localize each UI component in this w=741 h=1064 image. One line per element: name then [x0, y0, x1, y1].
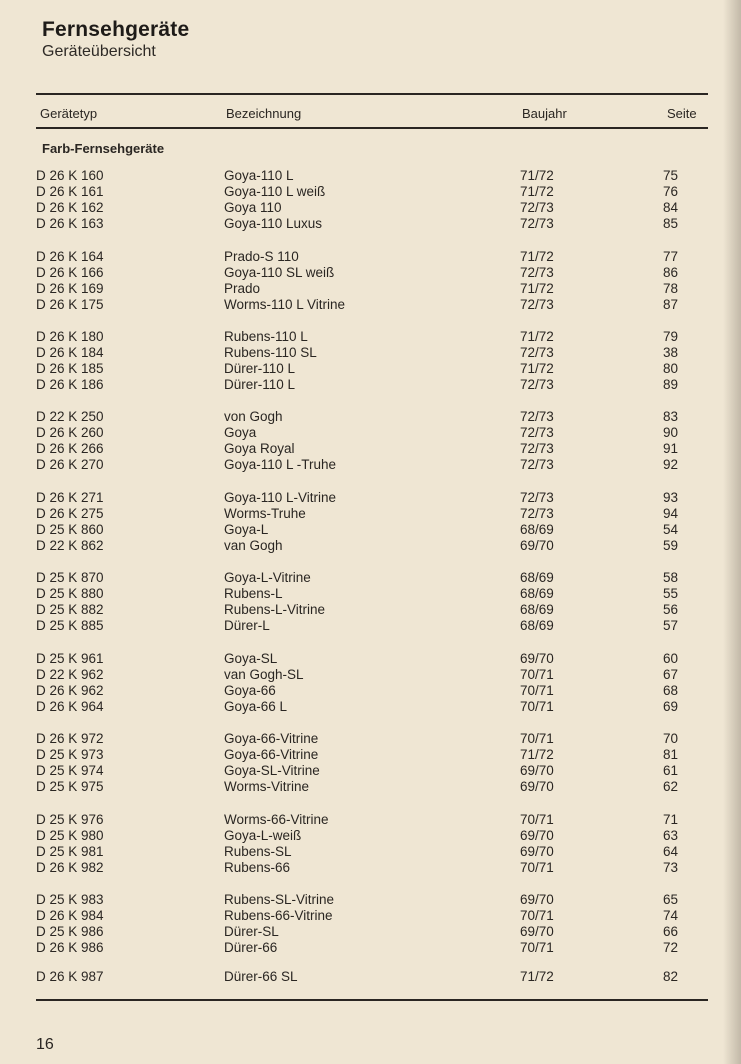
- cell-typ: D 26 K 166: [36, 265, 104, 280]
- cell-bj: 70/71: [520, 812, 554, 827]
- cell-se: 67: [662, 667, 678, 682]
- cell-se: 93: [662, 490, 678, 505]
- table-row: [0, 345, 741, 361]
- cell-typ: D 25 K 961: [36, 651, 104, 666]
- cell-bj: 70/71: [520, 683, 554, 698]
- cell-typ: D 22 K 862: [36, 538, 104, 553]
- table-row: [0, 168, 741, 184]
- cell-typ: D 26 K 982: [36, 860, 104, 875]
- cell-bez: Dürer-110 L: [224, 361, 296, 376]
- cell-bez: Goya-66-Vitrine: [224, 747, 319, 762]
- cell-se: 82: [662, 969, 678, 984]
- cell-se: 90: [662, 425, 678, 440]
- cell-bez: Dürer-SL: [224, 924, 279, 939]
- cell-typ: D 26 K 266: [36, 441, 104, 456]
- cell-se: 38: [662, 345, 678, 360]
- cell-se: 59: [662, 538, 678, 553]
- table-row: [0, 490, 741, 506]
- column-header-baujahr: Baujahr: [522, 106, 567, 121]
- cell-bez: Goya-110 Luxus: [224, 216, 323, 231]
- cell-se: 62: [662, 779, 678, 794]
- table-row: [0, 329, 741, 345]
- cell-se: 79: [662, 329, 678, 344]
- table-end-rule: [36, 999, 708, 1001]
- cell-se: 66: [662, 924, 678, 939]
- cell-bez: Worms-Truhe: [224, 506, 306, 521]
- table-row: [0, 457, 741, 473]
- cell-bez: Goya Royal: [224, 441, 295, 456]
- cell-bj: 72/73: [520, 457, 554, 472]
- cell-typ: D 26 K 175: [36, 297, 104, 312]
- cell-se: 57: [662, 618, 678, 633]
- cell-bj: 72/73: [520, 297, 554, 312]
- cell-se: 83: [662, 409, 678, 424]
- cell-bez: Goya-66-Vitrine: [224, 731, 319, 746]
- cell-typ: D 26 K 986: [36, 940, 104, 955]
- cell-typ: D 25 K 975: [36, 779, 104, 794]
- cell-bj: 68/69: [520, 570, 554, 585]
- cell-typ: D 25 K 974: [36, 763, 104, 778]
- cell-se: 74: [662, 908, 678, 923]
- cell-typ: D 25 K 885: [36, 618, 104, 633]
- table-row: [0, 969, 741, 985]
- cell-se: 81: [662, 747, 678, 762]
- cell-se: 61: [662, 763, 678, 778]
- cell-bj: 71/72: [520, 969, 554, 984]
- cell-se: 73: [662, 860, 678, 875]
- table-row: [0, 699, 741, 715]
- cell-bez: Worms-66-Vitrine: [224, 812, 329, 827]
- cell-bez: Goya-L-weiß: [224, 828, 302, 843]
- cell-se: 92: [662, 457, 678, 472]
- cell-bj: 70/71: [520, 731, 554, 746]
- cell-bez: Prado: [224, 281, 261, 296]
- cell-se: 85: [662, 216, 678, 231]
- table-row: [0, 602, 741, 618]
- cell-typ: D 25 K 882: [36, 602, 104, 617]
- cell-bj: 70/71: [520, 860, 554, 875]
- cell-bj: 72/73: [520, 345, 554, 360]
- cell-typ: D 26 K 160: [36, 168, 104, 183]
- cell-bj: 68/69: [520, 602, 554, 617]
- cell-bj: 72/73: [520, 441, 554, 456]
- cell-se: 56: [662, 602, 678, 617]
- cell-typ: D 26 K 972: [36, 731, 104, 746]
- table-row: [0, 779, 741, 795]
- cell-se: 71: [662, 812, 678, 827]
- cell-se: 54: [662, 522, 678, 537]
- cell-typ: D 25 K 976: [36, 812, 104, 827]
- cell-typ: D 25 K 986: [36, 924, 104, 939]
- table-row: [0, 683, 741, 699]
- cell-typ: D 26 K 186: [36, 377, 104, 392]
- table-row: [0, 731, 741, 747]
- table-row: [0, 506, 741, 522]
- cell-bez: Dürer-66 SL: [224, 969, 298, 984]
- cell-se: 68: [662, 683, 678, 698]
- cell-bj: 72/73: [520, 265, 554, 280]
- cell-se: 65: [662, 892, 678, 907]
- cell-bj: 72/73: [520, 200, 554, 215]
- cell-typ: D 26 K 161: [36, 184, 104, 199]
- table-row: [0, 265, 741, 281]
- cell-bez: Goya 110: [224, 200, 282, 215]
- cell-bez: Dürer-L: [224, 618, 270, 633]
- cell-bez: Goya-110 SL weiß: [224, 265, 335, 280]
- table-row: [0, 570, 741, 586]
- cell-bez: Rubens-110 SL: [224, 345, 317, 360]
- cell-bez: Rubens-110 L: [224, 329, 308, 344]
- cell-typ: D 26 K 984: [36, 908, 104, 923]
- cell-bez: Goya-L: [224, 522, 269, 537]
- cell-bez: Worms-Vitrine: [224, 779, 310, 794]
- table-row: [0, 828, 741, 844]
- cell-se: 72: [662, 940, 678, 955]
- cell-se: 78: [662, 281, 678, 296]
- cell-typ: D 26 K 260: [36, 425, 104, 440]
- cell-se: 70: [662, 731, 678, 746]
- cell-bez: Rubens-SL-Vitrine: [224, 892, 335, 907]
- cell-typ: D 26 K 275: [36, 506, 104, 521]
- cell-bj: 71/72: [520, 747, 554, 762]
- cell-se: 91: [662, 441, 678, 456]
- cell-bez: Goya-110 L weiß: [224, 184, 326, 199]
- page-title: Fernsehgeräte: [42, 18, 190, 41]
- cell-se: 58: [662, 570, 678, 585]
- cell-bj: 68/69: [520, 618, 554, 633]
- cell-bj: 72/73: [520, 409, 554, 424]
- cell-typ: D 22 K 962: [36, 667, 104, 682]
- cell-bj: 69/70: [520, 828, 554, 843]
- table-row: [0, 908, 741, 924]
- cell-se: 63: [662, 828, 678, 843]
- table-row: [0, 940, 741, 956]
- cell-typ: D 25 K 870: [36, 570, 104, 585]
- cell-typ: D 26 K 962: [36, 683, 104, 698]
- cell-typ: D 26 K 169: [36, 281, 104, 296]
- table-row: [0, 425, 741, 441]
- table-row: [0, 924, 741, 940]
- table-row: [0, 618, 741, 634]
- table-row: [0, 892, 741, 908]
- cell-typ: D 26 K 271: [36, 490, 104, 505]
- table-row: [0, 747, 741, 763]
- cell-bez: von Gogh: [224, 409, 283, 424]
- cell-bj: 70/71: [520, 908, 554, 923]
- table-row: [0, 586, 741, 602]
- cell-bj: 69/70: [520, 763, 554, 778]
- cell-typ: D 26 K 270: [36, 457, 104, 472]
- cell-bj: 72/73: [520, 216, 554, 231]
- cell-typ: D 25 K 860: [36, 522, 104, 537]
- cell-se: 86: [662, 265, 678, 280]
- table-row: [0, 651, 741, 667]
- cell-typ: D 26 K 163: [36, 216, 104, 231]
- table-row: [0, 409, 741, 425]
- cell-bez: Worms-110 L Vitrine: [224, 297, 346, 312]
- cell-se: 80: [662, 361, 678, 376]
- cell-typ: D 26 K 964: [36, 699, 104, 714]
- table-row: [0, 377, 741, 393]
- cell-bj: 71/72: [520, 184, 554, 199]
- cell-se: 64: [662, 844, 678, 859]
- cell-se: 55: [662, 586, 678, 601]
- cell-bez: Goya-110 L -Truhe: [224, 457, 337, 472]
- cell-se: 89: [662, 377, 678, 392]
- cell-bez: Rubens-L-Vitrine: [224, 602, 326, 617]
- table-row: [0, 281, 741, 297]
- cell-bj: 72/73: [520, 425, 554, 440]
- cell-bj: 69/70: [520, 779, 554, 794]
- table-row: [0, 763, 741, 779]
- cell-typ: D 22 K 250: [36, 409, 104, 424]
- cell-bez: Goya-SL-Vitrine: [224, 763, 320, 778]
- cell-bez: Dürer-110 L: [224, 377, 296, 392]
- table-row: [0, 200, 741, 216]
- cell-se: 77: [662, 249, 678, 264]
- column-header-bezeichnung: Bezeichnung: [226, 106, 302, 121]
- cell-typ: D 26 K 162: [36, 200, 104, 215]
- cell-typ: D 26 K 184: [36, 345, 104, 360]
- cell-bez: Dürer-66: [224, 940, 278, 955]
- cell-bj: 72/73: [520, 490, 554, 505]
- cell-se: 69: [662, 699, 678, 714]
- table-row: [0, 184, 741, 200]
- column-header-typ: Gerätetyp: [40, 106, 98, 121]
- cell-bj: 70/71: [520, 699, 554, 714]
- section-heading: Farb-Fernsehgeräte: [42, 141, 165, 156]
- cell-bj: 71/72: [520, 329, 554, 344]
- cell-bj: 69/70: [520, 892, 554, 907]
- cell-typ: D 25 K 981: [36, 844, 104, 859]
- cell-bj: 68/69: [520, 522, 554, 537]
- cell-bez: Goya: [224, 425, 257, 440]
- cell-bez: Rubens-L: [224, 586, 283, 601]
- cell-typ: D 25 K 880: [36, 586, 104, 601]
- cell-se: 75: [662, 168, 678, 183]
- cell-bj: 70/71: [520, 940, 554, 955]
- cell-se: 84: [662, 200, 678, 215]
- cell-bez: Goya-SL: [224, 651, 278, 666]
- table-row: [0, 844, 741, 860]
- cell-typ: D 25 K 973: [36, 747, 104, 762]
- cell-bez: van Gogh: [224, 538, 283, 553]
- cell-typ: D 26 K 185: [36, 361, 104, 376]
- cell-bez: Prado-S 110: [224, 249, 299, 264]
- cell-bez: Goya-L-Vitrine: [224, 570, 311, 585]
- cell-bez: Goya-110 L: [224, 168, 294, 183]
- cell-typ: D 26 K 164: [36, 249, 104, 264]
- table-row: [0, 812, 741, 828]
- cell-bez: Rubens-66: [224, 860, 291, 875]
- table-row: [0, 361, 741, 377]
- cell-bj: 69/70: [520, 651, 554, 666]
- cell-bez: Rubens-SL: [224, 844, 292, 859]
- cell-bj: 69/70: [520, 538, 554, 553]
- table-row: [0, 441, 741, 457]
- cell-typ: D 25 K 980: [36, 828, 104, 843]
- cell-bj: 71/72: [520, 281, 554, 296]
- cell-se: 87: [662, 297, 678, 312]
- table-row: [0, 860, 741, 876]
- cell-se: 60: [662, 651, 678, 666]
- cell-se: 94: [662, 506, 678, 521]
- cell-bez: Goya-66: [224, 683, 276, 698]
- cell-bj: 71/72: [520, 249, 554, 264]
- cell-bj: 69/70: [520, 924, 554, 939]
- cell-bj: 68/69: [520, 586, 554, 601]
- page-subtitle: Geräteübersicht: [42, 43, 156, 60]
- cell-bj: 69/70: [520, 844, 554, 859]
- cell-typ: D 25 K 983: [36, 892, 104, 907]
- cell-bez: Goya-110 L-Vitrine: [224, 490, 337, 505]
- cell-bj: 72/73: [520, 506, 554, 521]
- table-row: [0, 249, 741, 265]
- table-row: [0, 538, 741, 554]
- cell-se: 76: [662, 184, 678, 199]
- page-number: 16: [36, 1036, 54, 1053]
- cell-bj: 70/71: [520, 667, 554, 682]
- cell-bj: 71/72: [520, 168, 554, 183]
- table-row: [0, 297, 741, 313]
- table-row: [0, 216, 741, 232]
- cell-typ: D 26 K 987: [36, 969, 104, 984]
- cell-bez: van Gogh-SL: [224, 667, 304, 682]
- cell-typ: D 26 K 180: [36, 329, 104, 344]
- table-row: [0, 522, 741, 538]
- cell-bj: 72/73: [520, 377, 554, 392]
- cell-bj: 71/72: [520, 361, 554, 376]
- table-row: [0, 667, 741, 683]
- cell-bez: Goya-66 L: [224, 699, 288, 714]
- column-header-seite: Seite: [667, 106, 697, 121]
- cell-bez: Rubens-66-Vitrine: [224, 908, 333, 923]
